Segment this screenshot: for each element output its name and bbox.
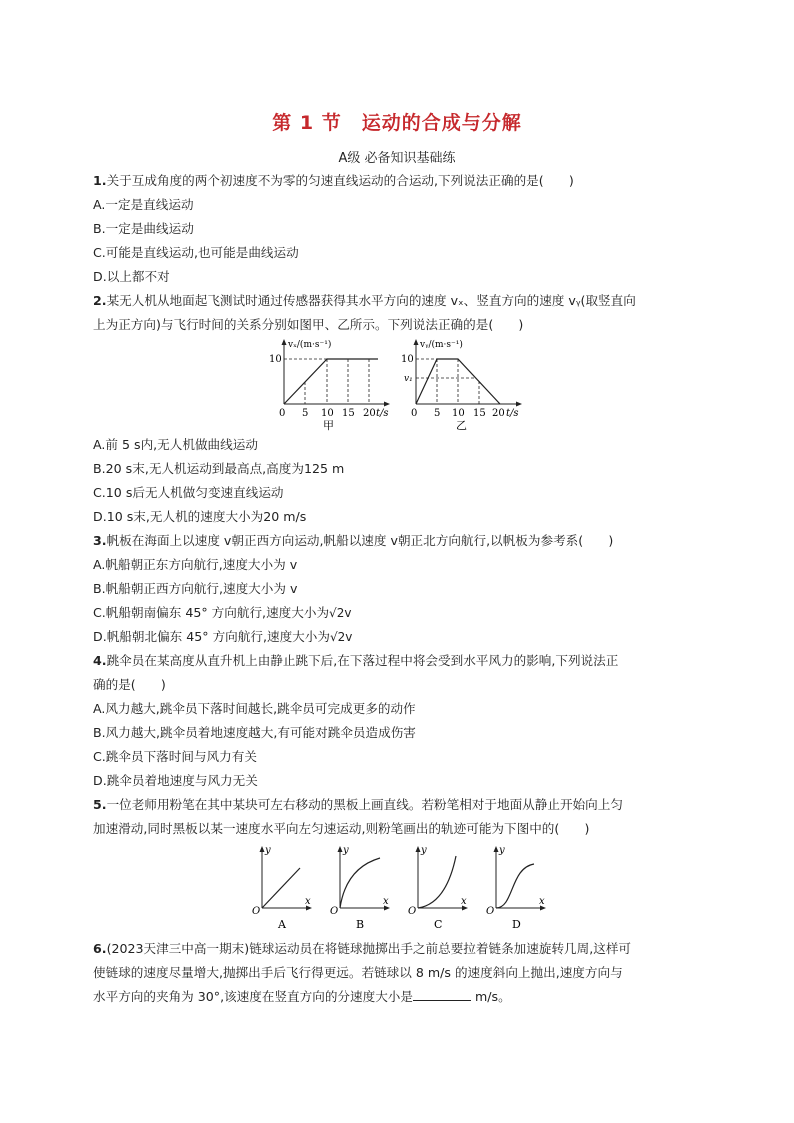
q2-graph-jia <box>258 336 398 432</box>
q1-option-d: D.以上都不对 <box>93 269 170 284</box>
page-title: 第 1 节 运动的合成与分解 <box>272 112 522 134</box>
q6-stem-text-3a: 水平方向的夹角为 30°,该速度在竖直方向的分速度大小是 <box>93 989 413 1004</box>
q3-option-d-text: D.帆船朝北偏东 45° 方向航行,速度大小为 <box>93 629 330 644</box>
q6-stem-text-3b: m/s。 <box>471 989 511 1004</box>
q5-b-label: B <box>356 918 365 931</box>
q6-stem-1 <box>93 940 631 958</box>
q3-option-a: A.帆船朝正东方向航行,速度大小为 v <box>93 557 298 572</box>
q6-stem-3 <box>93 988 511 1006</box>
q5-b-x-label: x <box>383 896 389 907</box>
q6-answer-blank[interactable] <box>413 988 471 1001</box>
q6-stem-2: 使链球的速度尽量增大,抛掷出手后飞行得更远。若链球以 8 m/s 的速度斜向上抛出,速度方向与 <box>93 965 623 980</box>
q5-d-x-label: x <box>539 896 545 907</box>
q5-b-origin: O <box>330 906 339 917</box>
q2-jia-ylabel: vₓ/(m·s⁻¹) <box>288 340 332 350</box>
q2-jia-xtick-20: 20 <box>363 408 376 419</box>
q3-number: 3. <box>93 533 107 548</box>
q2-yi-ytick: 10 <box>401 354 414 365</box>
q5-number: 5. <box>93 797 107 812</box>
q3-stem <box>93 532 613 550</box>
q2-number: 2. <box>93 293 107 308</box>
q3-option-d-sqrt: √2v <box>329 630 353 644</box>
q2-jia-caption: 甲 <box>323 419 334 432</box>
q2-jia-xtick-15: 15 <box>342 408 355 419</box>
q5-stem-2: 加速滑动,同时黑板以某一速度水平向左匀速运动,则粉笔画出的轨迹可能为下图中的( ) <box>93 821 590 836</box>
q6-number: 6. <box>93 941 107 956</box>
q5-graph-a <box>252 845 312 931</box>
q1-option-b: B.一定是曲线运动 <box>93 221 194 236</box>
q4-option-b: B.风力越大,跳伞员着地速度越大,有可能对跳伞员造成伤害 <box>93 725 416 740</box>
q2-jia-xlabel: t/s <box>376 408 389 419</box>
q1-stem-text: 关于互成角度的两个初速度不为零的匀速直线运动的合运动,下列说法正确的是( ) <box>106 173 574 188</box>
q3-stem-text: 帆板在海面上以速度 v朝正西方向运动,帆船以速度 v朝正北方向航行,以帆板为参考系( ) <box>106 533 614 548</box>
q4-option-a: A.风力越大,跳伞员下落时间越长,跳伞员可完成更多的动作 <box>93 701 416 716</box>
q2-stem-text-1: 某无人机从地面起飞测试时通过传感器获得其水平方向的速度 vₓ、竖直方向的速度 vᵧ(取竖直向 <box>106 293 636 308</box>
q5-graph-b <box>330 845 390 931</box>
q2-yi-xtick-0: 0 <box>411 408 418 419</box>
q5-stem-text-1: 一位老师用粉笔在其中某块可左右移动的黑板上画直线。若粉笔相对于地面从静止开始向上匀 <box>106 797 623 812</box>
q2-graph-yi <box>392 336 532 432</box>
q5-c-origin: O <box>408 906 417 917</box>
q2-option-d: D.10 s末,无人机的速度大小为20 m/s <box>93 509 307 524</box>
q1-option-a: A.一定是直线运动 <box>93 197 194 212</box>
q2-jia-xtick-10: 10 <box>321 408 334 419</box>
q5-stem-1 <box>93 796 623 814</box>
q4-stem-text-1: 跳伞员在某高度从直升机上由静止跳下后,在下落过程中将会受到水平风力的影响,下列说法正 <box>106 653 619 668</box>
q2-yi-xtick-15: 15 <box>473 408 486 419</box>
q2-stem-2: 上为正方向)与飞行时间的关系分别如图甲、乙所示。下列说法正确的是( ) <box>93 317 524 332</box>
q5-a-label: A <box>278 918 286 931</box>
section-title: A级 必备知识基础练 <box>338 151 456 166</box>
q2-stem-1 <box>93 292 636 310</box>
q5-graph-d <box>486 845 546 931</box>
q3-option-b: B.帆船朝正西方向航行,速度大小为 v <box>93 581 298 596</box>
q1-stem <box>93 172 574 190</box>
q5-graph-c <box>408 845 468 931</box>
q5-d-y-label: y <box>499 845 505 856</box>
q4-stem-1 <box>93 652 618 670</box>
q3-option-c-text: C.帆船朝南偏东 45° 方向航行,速度大小为 <box>93 605 330 620</box>
q1-number: 1. <box>93 173 107 188</box>
q4-number: 4. <box>93 653 107 668</box>
q2-yi-xtick-10: 10 <box>452 408 465 419</box>
q5-a-y-label: y <box>265 845 271 856</box>
q2-option-c: C.10 s后无人机做匀变速直线运动 <box>93 485 284 500</box>
q2-yi-xlabel: t/s <box>506 408 519 419</box>
q5-c-label: C <box>434 918 443 931</box>
q4-option-c: C.跳伞员下落时间与风力有关 <box>93 749 257 764</box>
q4-stem-2: 确的是( ) <box>93 677 166 692</box>
q5-d-label: D <box>512 918 521 931</box>
q4-option-d: D.跳伞员着地速度与风力无关 <box>93 773 258 788</box>
q2-jia-xtick-5: 5 <box>302 408 309 419</box>
q2-option-b: B.20 s末,无人机运动到最高点,高度为125 m <box>93 461 345 476</box>
q2-yi-ytick-v1: v₁ <box>404 374 413 384</box>
q3-option-c <box>93 604 351 622</box>
q1-option-c: C.可能是直线运动,也可能是曲线运动 <box>93 245 299 260</box>
q6-stem-text-1: (2023天津三中高一期末)链球运动员在将链球抛掷出手之前总要拉着链条加速旋转几周,这样可 <box>106 941 632 956</box>
q2-yi-xtick-5: 5 <box>434 408 441 419</box>
q3-option-c-sqrt: √2v <box>329 606 352 620</box>
q2-yi-ylabel: vᵧ/(m·s⁻¹) <box>420 340 463 350</box>
q2-yi-caption: 乙 <box>456 419 467 432</box>
q5-a-x-label: x <box>305 896 311 907</box>
q5-a-origin: O <box>252 906 261 917</box>
q5-graphs <box>250 842 550 932</box>
q2-jia-xtick-0: 0 <box>279 408 286 419</box>
q3-option-d <box>93 628 352 646</box>
q2-yi-xtick-20: 20 <box>492 408 505 419</box>
q5-b-y-label: y <box>343 845 349 856</box>
q2-option-a: A.前 5 s内,无人机做曲线运动 <box>93 437 258 452</box>
q5-c-x-label: x <box>461 896 467 907</box>
q2-jia-ytick: 10 <box>269 354 282 365</box>
q5-c-y-label: y <box>421 845 427 856</box>
q5-d-origin: O <box>486 906 495 917</box>
